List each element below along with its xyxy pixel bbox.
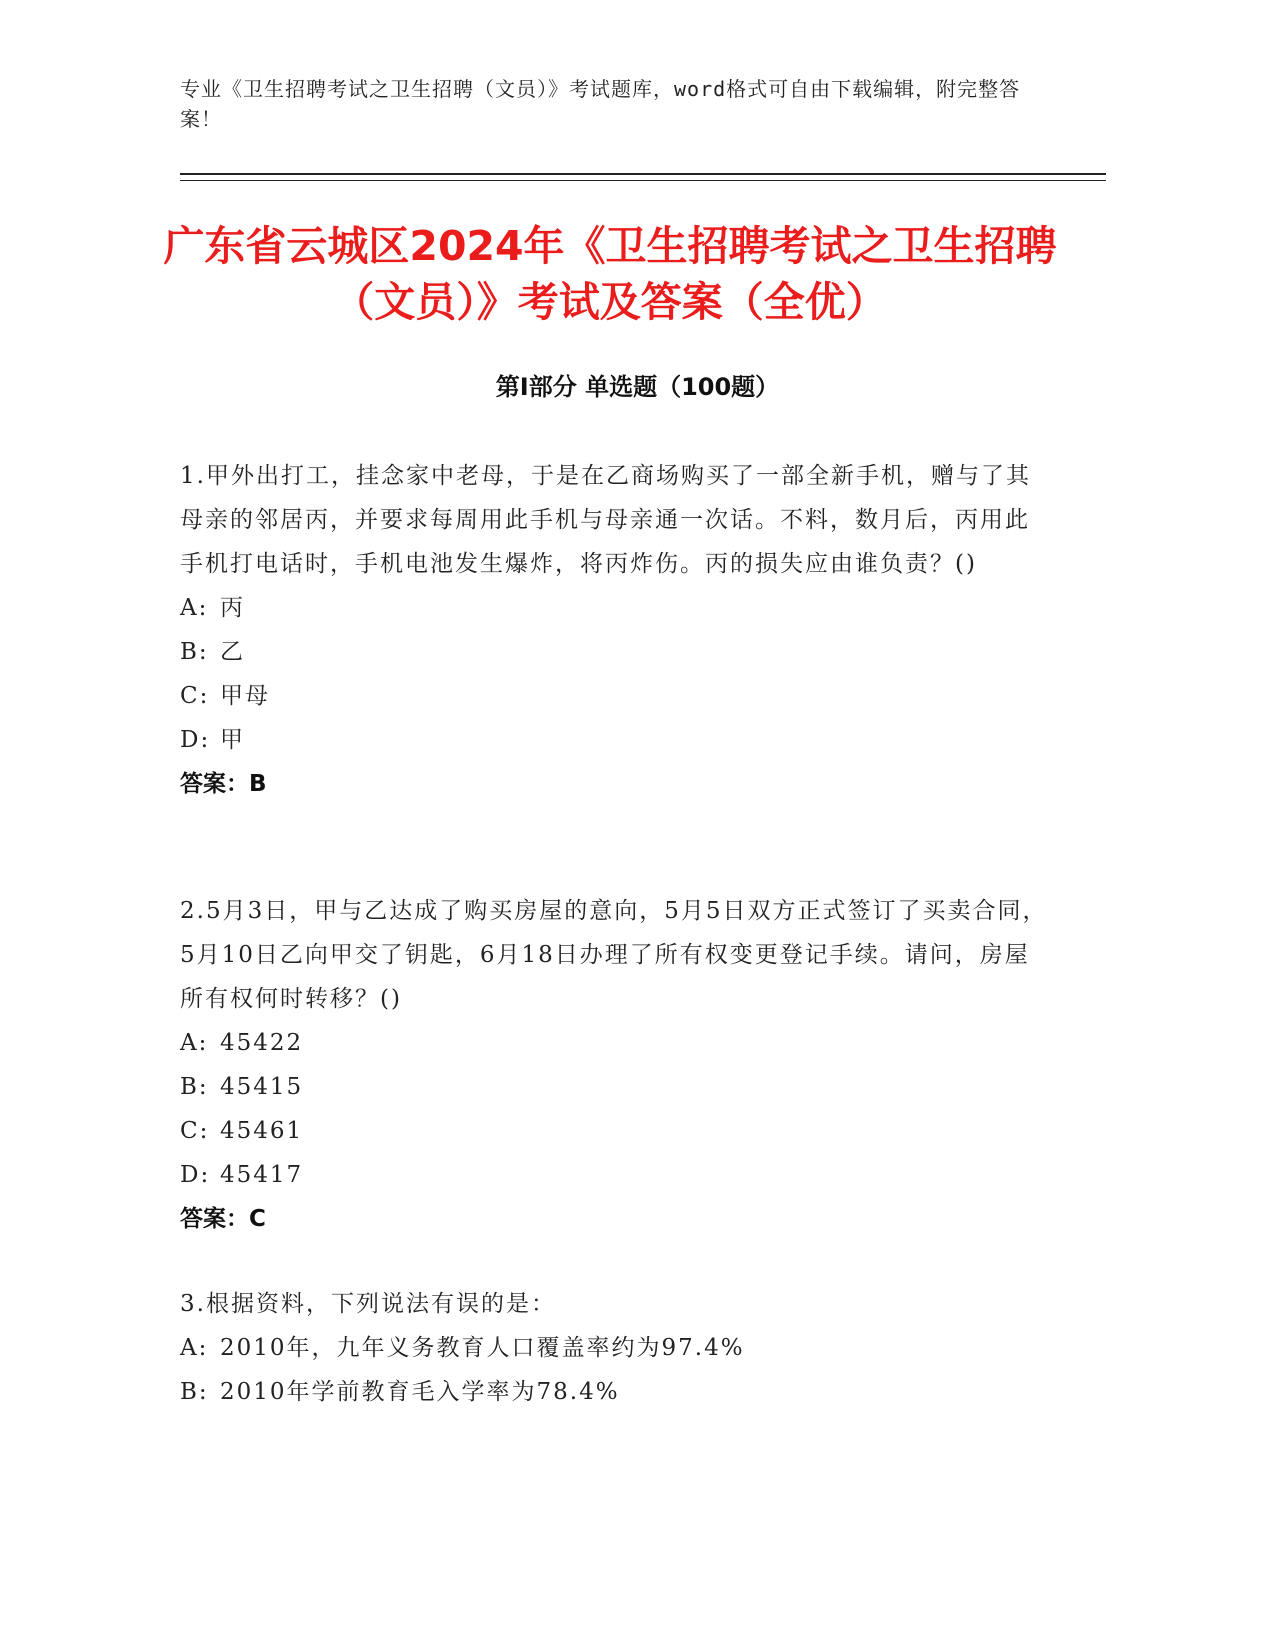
option-text: 甲母 [220,683,270,709]
header-divider-thin [180,180,1106,181]
option-c [180,674,1050,718]
option-b [180,1065,1050,1109]
question-3 [180,1282,1050,1414]
question-1 [180,454,1050,806]
option-key: A: [180,595,209,621]
option-text: 2010年，九年义务教育人口覆盖率约为97.4% [220,1335,745,1361]
document-title: 广东省云城区2024年《卫生招聘考试之卫生招聘（文员）》考试及答案（全优） [163,222,1057,326]
header-note: 专业《卫生招聘考试之卫生招聘（文员）》考试题库，word格式可自由下载编辑，附完整答案！ [180,77,1021,131]
option-a [180,586,1050,630]
option-d [180,718,1050,762]
answer: 答案：C [180,1206,266,1232]
option-a [180,1326,1050,1370]
option-text: 2010年学前教育毛入学率为78.4% [220,1379,620,1405]
section-title: 第I部分 单选题（100题） [495,373,780,401]
option-key: B: [180,639,209,665]
option-key: A: [180,1335,209,1361]
option-b [180,630,1050,674]
question-stem: 3.根据资料，下列说法有误的是： [180,1291,556,1317]
answer: 答案：B [180,771,267,797]
option-key: B: [180,1379,209,1405]
option-key: C: [180,683,210,709]
option-key: D: [180,727,211,753]
option-c [180,1109,1050,1153]
option-text: 45461 [220,1118,304,1144]
option-text: 45415 [220,1074,304,1100]
option-key: B: [180,1074,209,1100]
question-stem: 2.5月3日，甲与乙达成了购买房屋的意向，5月5日双方正式签订了买卖合同，5月10日乙向甲交了钥匙，6月18日办理了所有权变更登记手续。请问，房屋所有权何时转移？() [180,898,1048,1012]
option-key: A: [180,1030,209,1056]
option-a [180,1021,1050,1065]
option-key: C: [180,1118,210,1144]
option-text: 45422 [220,1030,304,1056]
question-2 [180,889,1050,1241]
option-text: 甲 [220,727,245,753]
option-text: 丙 [220,595,245,621]
option-b [180,1370,1050,1414]
header-divider-thick [180,173,1106,175]
question-stem: 1.甲外出打工，挂念家中老母，于是在乙商场购买了一部全新手机，赠与了其母亲的邻居丙，并要求每周用此手机与母亲通一次话。不料，数月后，丙用此手机打电话时，手机电池发生爆炸，将丙炸伤。丙的损失应由谁负责？() [180,463,1031,577]
option-text: 乙 [220,639,245,665]
option-key: D: [180,1162,211,1188]
option-text: 45417 [220,1162,304,1188]
option-d [180,1153,1050,1197]
